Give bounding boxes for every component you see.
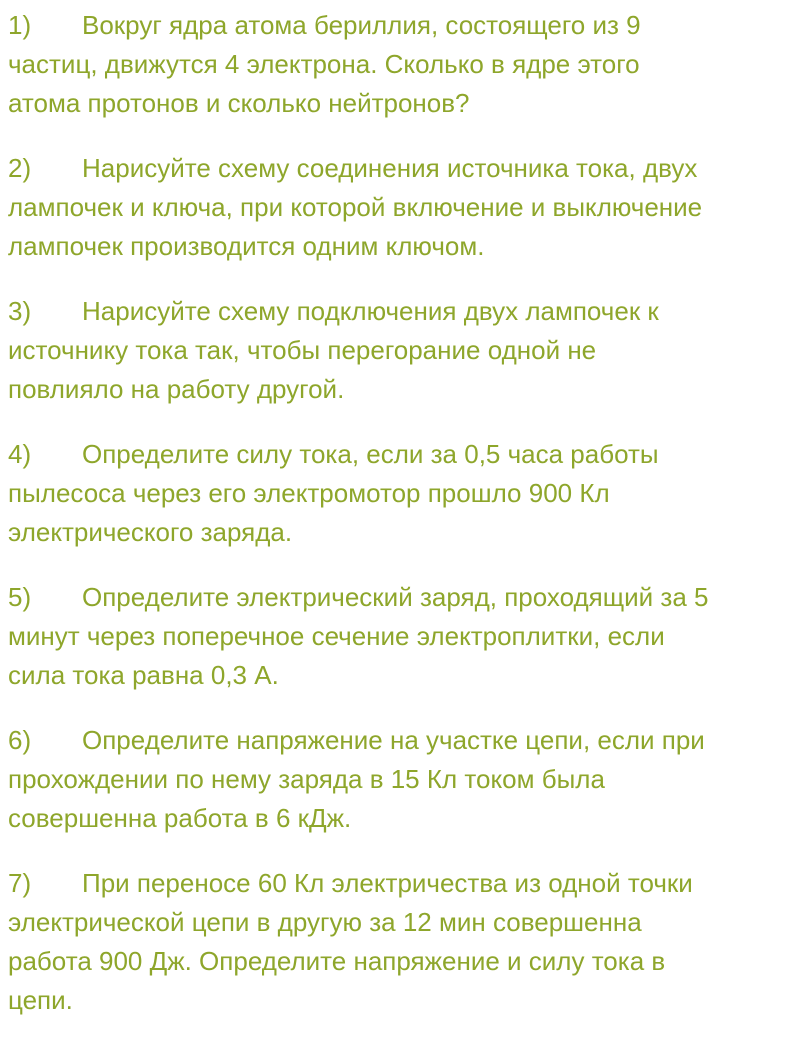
problem-item-7 <box>8 864 794 1020</box>
problem-item-4 <box>8 435 794 552</box>
problem-item-6 <box>8 721 794 838</box>
problem-item-1 <box>8 6 794 123</box>
problem-text: атома протонов и сколько нейтронов? <box>8 88 470 118</box>
problem-text: Определите силу тока, если за 0,5 часа работы <box>82 439 659 469</box>
problem-text: При переносе 60 Кл электричества из одной точки <box>82 868 693 898</box>
problem-text: Нарисуйте схему соединения источника тока, двух <box>82 153 698 183</box>
problem-item-3 <box>8 292 794 409</box>
problem-number: 7) <box>8 868 32 898</box>
problem-line <box>8 435 794 474</box>
problem-text: частиц, движутся 4 электрона. Сколько в ядре этого <box>8 49 640 79</box>
problem-number: 3) <box>8 296 32 326</box>
problem-text: Определите напряжение на участке цепи, если при <box>82 725 705 755</box>
problem-text: лампочек и ключа, при которой включение и выключение <box>8 192 703 222</box>
problem-text: лампочек производится одним ключом. <box>8 231 485 261</box>
problem-number: 5) <box>8 582 32 612</box>
problem-text: повлияло на работу другой. <box>8 374 345 404</box>
problem-text: Вокруг ядра атома бериллия, состоящего из 9 <box>82 10 641 40</box>
problem-number: 6) <box>8 725 32 755</box>
problem-text: Определите электрический заряд, проходящий за 5 <box>82 582 709 612</box>
problem-item-2 <box>8 149 794 266</box>
problem-text: Нарисуйте схему подключения двух лампочек к <box>82 296 659 326</box>
problem-text: электрического заряда. <box>8 517 293 547</box>
problem-text: прохождении по нему заряда в 15 Кл током была <box>8 764 605 794</box>
problem-number: 4) <box>8 439 32 469</box>
problem-line <box>8 6 794 45</box>
problem-line <box>8 864 794 903</box>
problem-line <box>8 721 794 760</box>
problem-number: 1) <box>8 10 32 40</box>
problem-line <box>8 149 794 188</box>
problem-text: работа 900 Дж. Определите напряжение и силу тока в <box>8 946 666 976</box>
problem-text: минут через поперечное сечение электроплитки, если <box>8 621 665 651</box>
problem-list <box>8 6 794 1046</box>
problem-text: пылесоса через его электромотор прошло 900 Кл <box>8 478 610 508</box>
problem-line <box>8 578 794 617</box>
problem-text: цепи. <box>8 985 73 1015</box>
problem-text: источнику тока так, чтобы перегорание одной не <box>8 335 597 365</box>
problem-text: сила тока равна 0,3 А. <box>8 660 279 690</box>
problem-item-5 <box>8 578 794 695</box>
problem-text: совершенна работа в 6 кДж. <box>8 803 352 833</box>
problem-number: 2) <box>8 153 32 183</box>
problem-line <box>8 292 794 331</box>
problem-text: электрической цепи в другую за 12 мин совершенна <box>8 907 642 937</box>
